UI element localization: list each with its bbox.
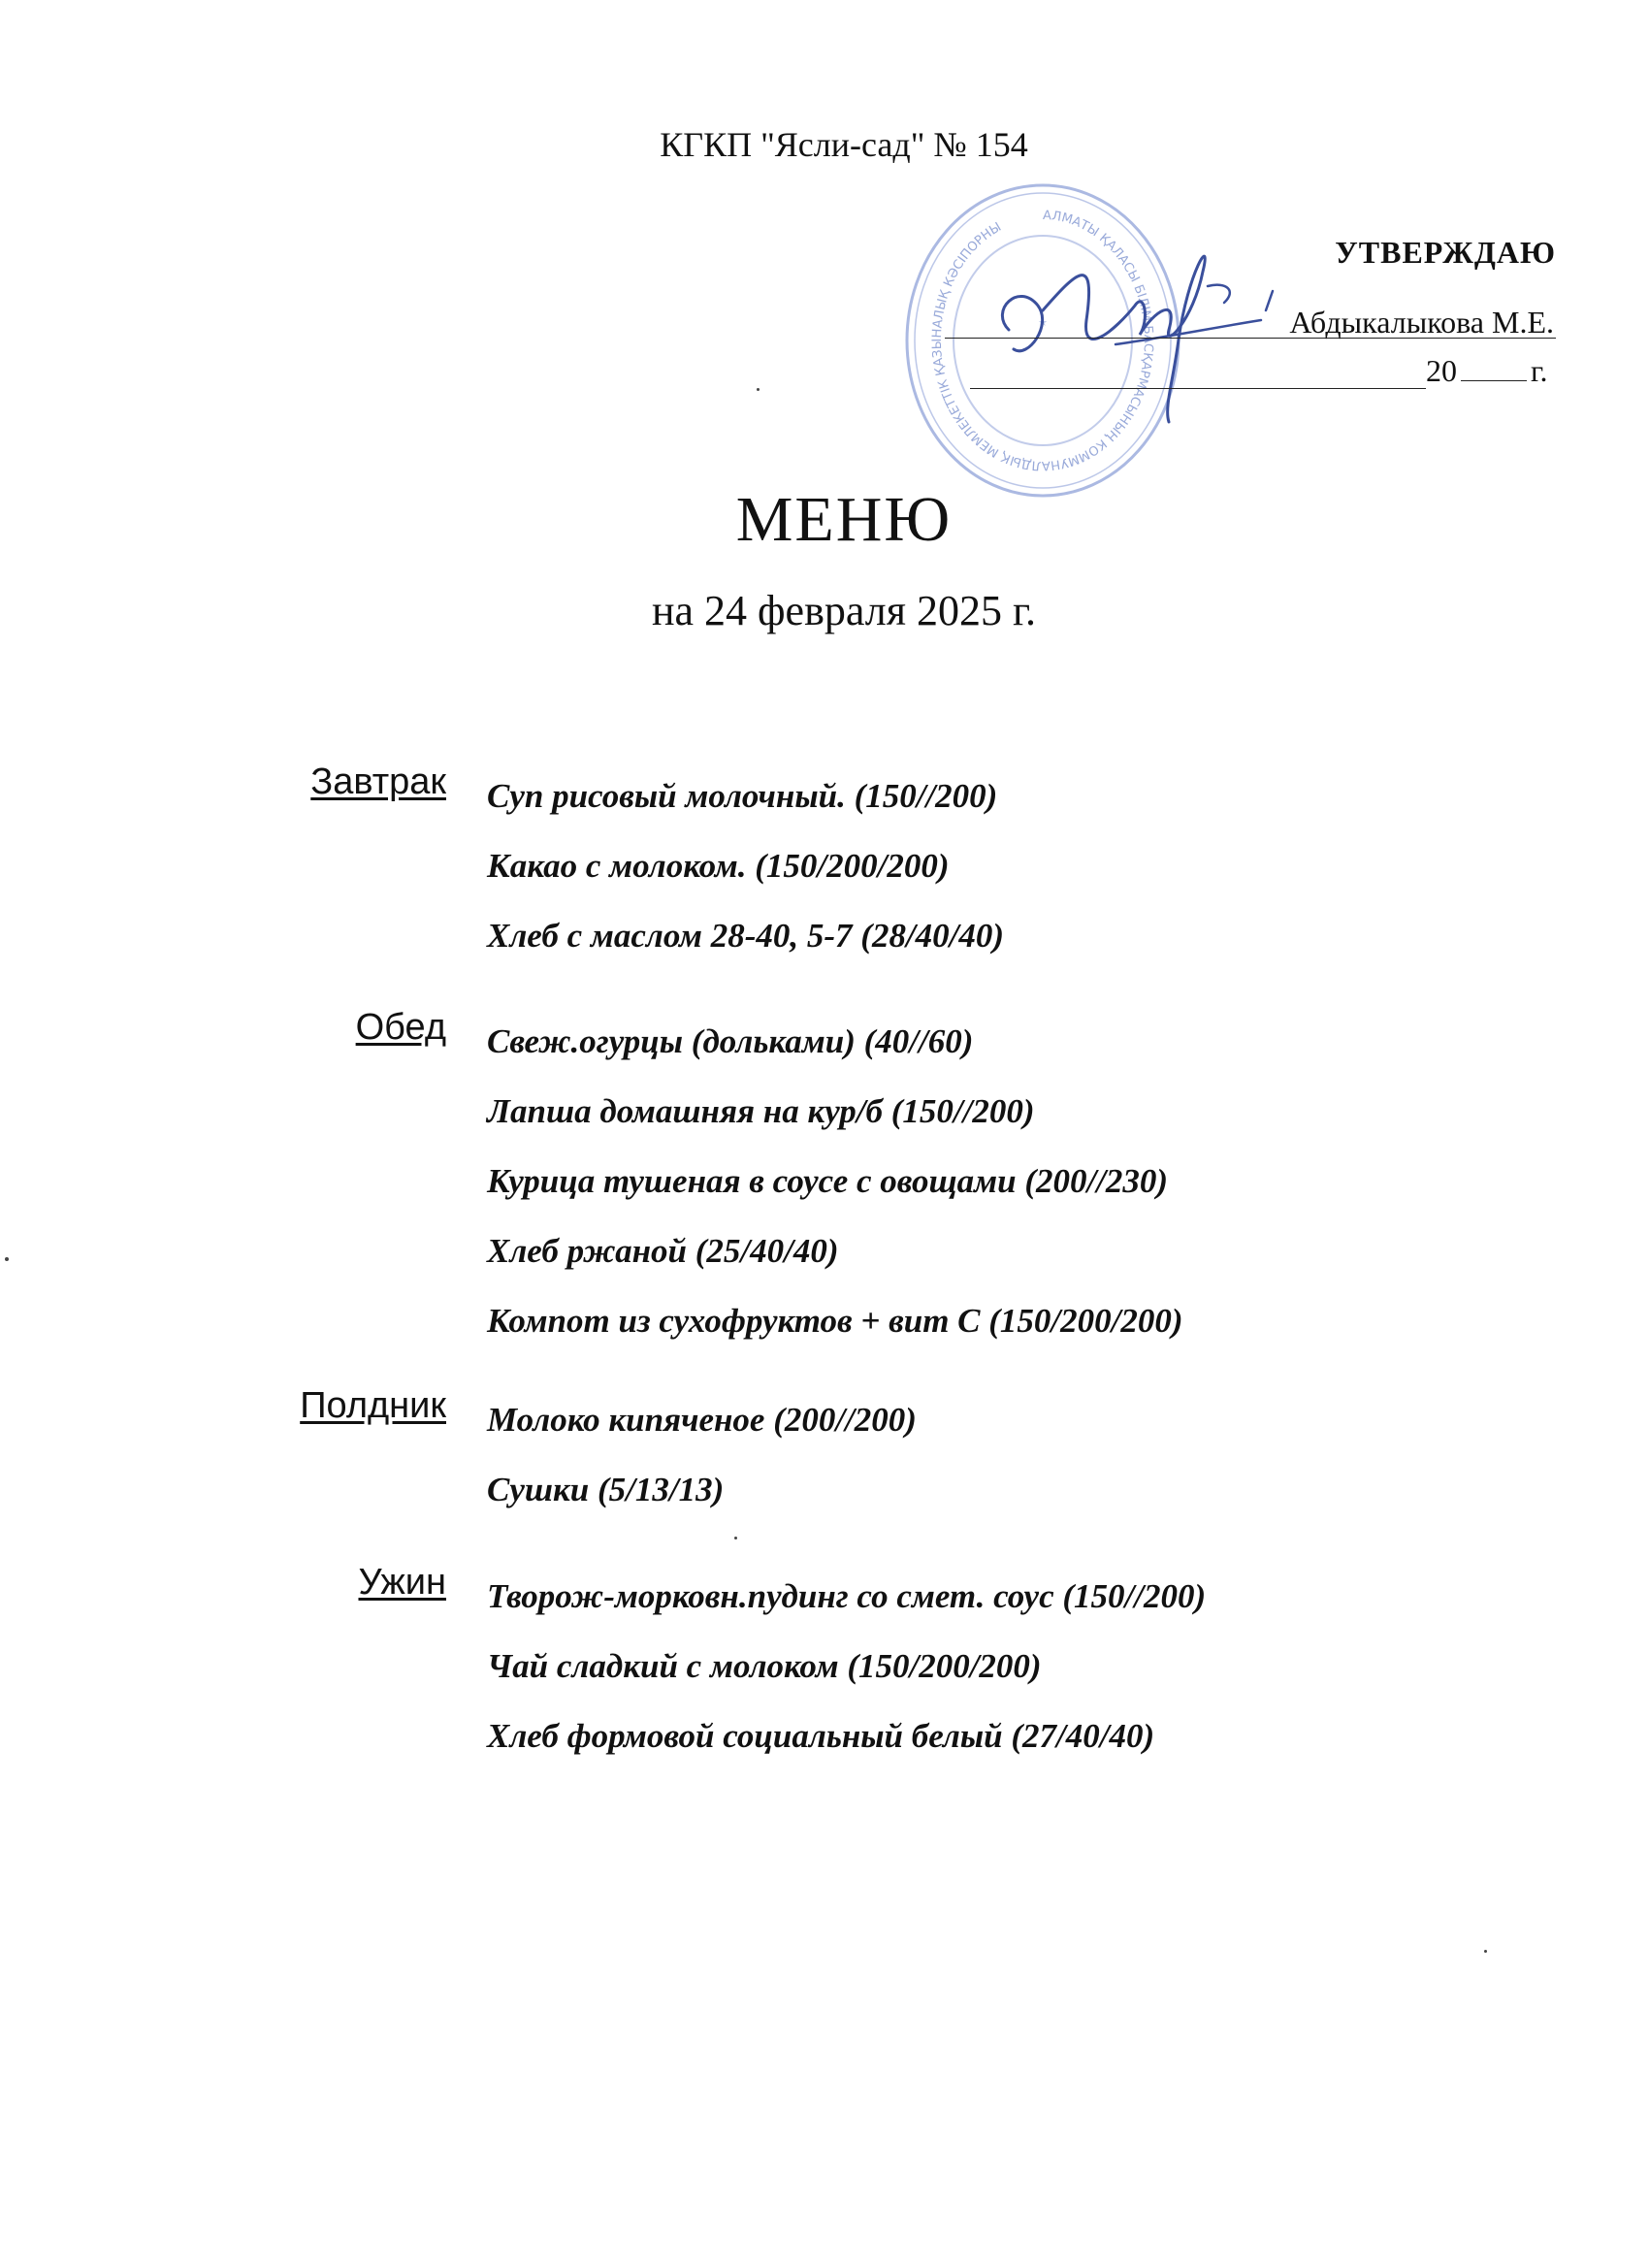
- list-item: Свеж.огурцы (дольками) (40//60): [487, 1022, 974, 1060]
- year-suffix: г.: [1531, 353, 1548, 388]
- scan-speck: [1484, 1950, 1487, 1953]
- meal-items-list: [487, 1562, 1206, 1771]
- list-item: Молоко кипяченое (200//200): [487, 1401, 917, 1439]
- list-item: Хлеб формовой социальный белый (27/40/40): [487, 1717, 1155, 1755]
- date-line: [970, 388, 1426, 389]
- meal-label: Ужин: [358, 1562, 446, 1603]
- list-item: Лапша домашняя на кур/б (150//200): [487, 1092, 1035, 1130]
- approval-block: [931, 223, 1571, 417]
- page-subtitle: на 24 февраля 2025 г.: [651, 587, 1037, 634]
- approver-name: Абдыкалыкова М.Е.: [1289, 305, 1554, 340]
- scan-speck: [734, 1537, 737, 1539]
- list-item: Сушки (5/13/13): [487, 1471, 725, 1508]
- approval-date-year: [1426, 353, 1548, 389]
- list-item: Компот из сухофруктов + вит С (150/200/200): [487, 1302, 1183, 1340]
- scan-speck: [757, 388, 760, 391]
- meal-label: Полдник: [300, 1385, 446, 1426]
- meal-items-list: [487, 761, 1004, 971]
- list-item: Суп рисовый молочный. (150//200): [487, 777, 998, 815]
- year-prefix: 20: [1426, 353, 1457, 388]
- scan-speck: [5, 1257, 9, 1261]
- year-blank: [1461, 380, 1527, 381]
- page-title: МЕНЮ: [735, 484, 953, 555]
- svg-text:★: ★: [1038, 316, 1048, 329]
- list-item: Хлеб ржаной (25/40/40): [487, 1232, 839, 1270]
- meal-items-list: [487, 1385, 917, 1525]
- meal-label: Обед: [355, 1007, 446, 1048]
- list-item: Хлеб с маслом 28-40, 5-7 (28/40/40): [487, 917, 1005, 955]
- list-item: Курица тушеная в соусе с овощами (200//230): [487, 1162, 1169, 1200]
- list-item: Чай сладкий с молоком (150/200/200): [487, 1647, 1042, 1685]
- list-item: Творож-морковн.пудинг со смет. соус (150//200): [487, 1577, 1207, 1615]
- meal-label: Завтрак: [310, 761, 446, 802]
- meal-items-list: [487, 1007, 1183, 1356]
- approval-title: УТВЕРЖДАЮ: [1335, 235, 1556, 270]
- organization-name: КГКП "Ясли-сад" № 154: [660, 125, 1028, 164]
- list-item: Какао с молоком. (150/200/200): [487, 847, 950, 885]
- stamp-text: АЛМАТЫ ҚАЛАСЫ БІЛІМ БАСҚАРМАСЫНЫҢ КОММУНАЛДЫҚ МЕМЛЕКЕТТІК ҚАЗЫНАЛЫҚ КӘСІПОРНЫ: [929, 208, 1155, 473]
